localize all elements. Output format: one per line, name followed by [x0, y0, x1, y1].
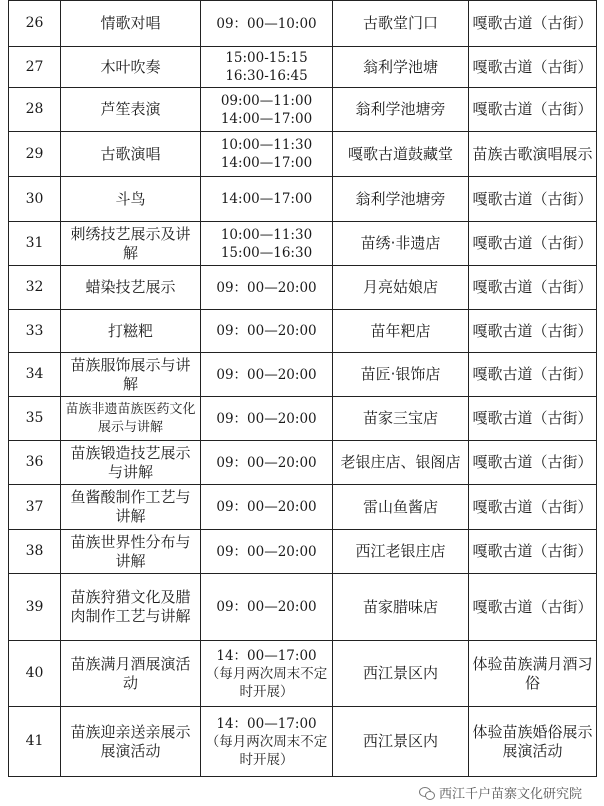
activity-time: 09：00—20:00: [201, 397, 333, 441]
activity-place: 苗年粑店: [333, 310, 469, 353]
row-number: 34: [9, 353, 61, 397]
activity-place: 苗家三宝店: [333, 397, 469, 441]
activity-time: 09:00—11:00 14:00—17:00: [201, 88, 333, 132]
watermark: [419, 783, 582, 802]
activity-name: 蜡染技艺展示: [61, 266, 201, 310]
activity-name: 苗族狩猎文化及腊肉制作工艺与讲解: [61, 574, 201, 641]
row-number: 30: [9, 177, 61, 222]
row-number: 32: [9, 266, 61, 310]
activity-area: 嘎歌古道（古街）: [469, 177, 597, 222]
activity-area: 嘎歌古道（古街）: [469, 397, 597, 441]
row-number: 38: [9, 530, 61, 574]
activity-area: 嘎歌古道（古街）: [469, 88, 597, 132]
activity-time: 15:00-15:15 16:30-16:45: [201, 47, 333, 88]
table-row: [9, 88, 597, 132]
activity-time: 10:00—11:30 14:00—17:00: [201, 132, 333, 177]
table-row: [9, 485, 597, 530]
table-row: [9, 47, 597, 88]
activity-name: 斗鸟: [61, 177, 201, 222]
activity-name: 刺绣技艺展示及讲解: [61, 222, 201, 266]
table-row: [9, 1, 597, 47]
watermark-text: 西江千户苗寨文化研究院: [438, 787, 582, 802]
activity-name: 苗族满月酒展演活动: [61, 641, 201, 707]
activity-area: 嘎歌古道（古街）: [469, 574, 597, 641]
activity-area: 嘎歌古道（古街）: [469, 530, 597, 574]
row-number: 40: [9, 641, 61, 707]
activity-time: 14：00—17:00 （每月两次周末不定时开展）: [201, 707, 333, 777]
activity-place: 苗家腊味店: [333, 574, 469, 641]
table-row: [9, 707, 597, 777]
activity-time: 09：00—20:00: [201, 574, 333, 641]
activity-name: 打糍粑: [61, 310, 201, 353]
activity-time: 14：00—17:00 （每月两次周末不定时开展）: [201, 641, 333, 707]
activity-name: 木叶吹奏: [61, 47, 201, 88]
activity-time: 09：00—20:00: [201, 530, 333, 574]
activity-place: 苗匠·银饰店: [333, 353, 469, 397]
activity-place: 西江景区内: [333, 707, 469, 777]
table-row: [9, 641, 597, 707]
activity-area: 嘎歌古道（古街）: [469, 353, 597, 397]
table-row: [9, 397, 597, 441]
activity-name: 苗族服饰展示与讲解: [61, 353, 201, 397]
activity-place: 西江老银庄店: [333, 530, 469, 574]
activity-area: 嘎歌古道（古街）: [469, 1, 597, 47]
table-row: [9, 222, 597, 266]
activity-name: 芦笙表演: [61, 88, 201, 132]
table-row: [9, 574, 597, 641]
table-row: [9, 530, 597, 574]
activity-time: 09：00—20:00: [201, 266, 333, 310]
activity-name: 鱼酱酸制作工艺与讲解: [61, 485, 201, 530]
activity-place: 苗绣·非遗店: [333, 222, 469, 266]
activity-time: 10:00—11:30 15:00—16:30: [201, 222, 333, 266]
activity-area: 苗族古歌演唱展示: [469, 132, 597, 177]
activity-time: 14:00—17:00: [201, 177, 333, 222]
activity-place: 老银庄店、银阁店: [333, 441, 469, 485]
activity-place: 月亮姑娘店: [333, 266, 469, 310]
table-row: [9, 132, 597, 177]
row-number: 29: [9, 132, 61, 177]
activity-time: 09：00—20:00: [201, 310, 333, 353]
activity-place: 雷山鱼酱店: [333, 485, 469, 530]
row-number: 35: [9, 397, 61, 441]
activity-area: 嘎歌古道（古街）: [469, 485, 597, 530]
activity-place: 西江景区内: [333, 641, 469, 707]
activity-name: 古歌演唱: [61, 132, 201, 177]
table-row: [9, 266, 597, 310]
activity-name: 苗族锻造技艺展示与讲解: [61, 441, 201, 485]
activity-time: 09：00—20:00: [201, 353, 333, 397]
row-number: 37: [9, 485, 61, 530]
activity-name: 苗族非遗苗族医药文化展示与讲解: [61, 397, 201, 441]
table-row: [9, 441, 597, 485]
activity-place: 翁利学池塘: [333, 47, 469, 88]
activity-place: 翁利学池塘旁: [333, 177, 469, 222]
activity-area: 嘎歌古道（古街）: [469, 441, 597, 485]
activity-area: 嘎歌古道（古街）: [469, 222, 597, 266]
activity-area: 嘎歌古道（古街）: [469, 47, 597, 88]
activity-name: 苗族世界性分布与讲解: [61, 530, 201, 574]
table-row: [9, 310, 597, 353]
row-number: 33: [9, 310, 61, 353]
row-number: 36: [9, 441, 61, 485]
row-number: 27: [9, 47, 61, 88]
row-number: 26: [9, 1, 61, 47]
activity-name: 情歌对唱: [61, 1, 201, 47]
activity-time: 09：00—10:00: [201, 1, 333, 47]
activity-place: 嘎歌古道鼓藏堂: [333, 132, 469, 177]
activity-area: 体验苗族婚俗展示展演活动: [469, 707, 597, 777]
row-number: 41: [9, 707, 61, 777]
table-row: [9, 353, 597, 397]
wechat-icon: [419, 786, 435, 799]
row-number: 28: [9, 88, 61, 132]
activity-place: 古歌堂门口: [333, 1, 469, 47]
activity-area: 嘎歌古道（古街）: [469, 310, 597, 353]
table-row: [9, 177, 597, 222]
activity-name: 苗族迎亲送亲展示展演活动: [61, 707, 201, 777]
activity-area: 体验苗族满月酒习俗: [469, 641, 597, 707]
row-number: 31: [9, 222, 61, 266]
activity-time: 09：00—20:00: [201, 441, 333, 485]
activity-table-body: [9, 1, 597, 777]
activity-place: 翁利学池塘旁: [333, 88, 469, 132]
activity-area: 嘎歌古道（古街）: [469, 266, 597, 310]
activity-table: [8, 0, 597, 777]
row-number: 39: [9, 574, 61, 641]
activity-time: 09：00—20:00: [201, 485, 333, 530]
